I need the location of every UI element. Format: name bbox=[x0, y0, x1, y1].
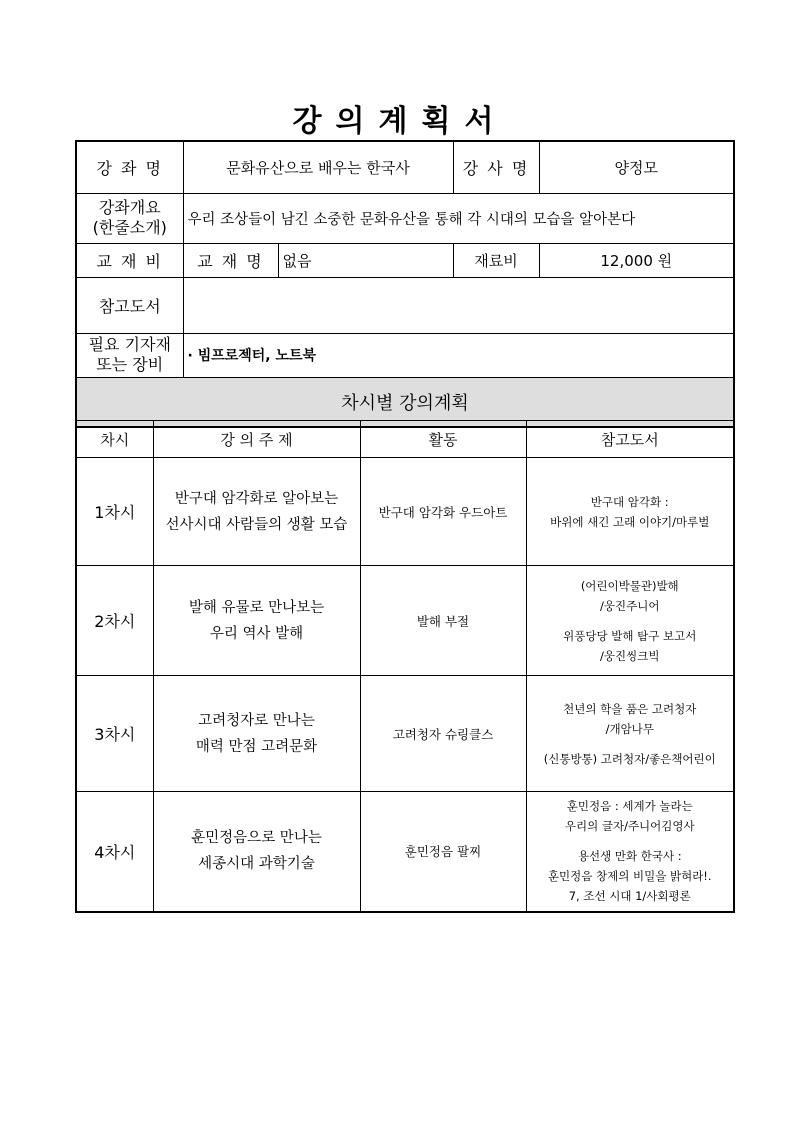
session-number: 3차시 bbox=[76, 676, 153, 792]
reference-line: /웅진씽크빅 bbox=[600, 648, 660, 663]
session-activity: 반구대 암각화 우드아트 bbox=[360, 458, 526, 566]
summary-value: 우리 조상들이 남긴 소중한 문화유산을 통해 각 시대의 모습을 알아본다 bbox=[183, 193, 734, 243]
reference-value bbox=[183, 277, 734, 333]
reference-line: 훈민정음 창제의 비밀을 밝혀라!. bbox=[547, 869, 712, 884]
reference-line: 바위에 새긴 고래 이야기/마루벌 bbox=[550, 514, 710, 529]
session-row-3 bbox=[76, 676, 734, 792]
session-row-2 bbox=[76, 566, 734, 676]
session-plan-table bbox=[75, 420, 735, 913]
reference-spacer bbox=[531, 739, 730, 749]
session-topic bbox=[153, 676, 360, 792]
equipment-row bbox=[76, 333, 734, 377]
reference-line: 용선생 만화 한국사 : bbox=[577, 849, 682, 864]
reference-line: 훈민정음 : 세계가 놀라는 bbox=[566, 799, 693, 814]
session-topic-line: 우리 역사 발해 bbox=[209, 625, 304, 642]
reference-spacer bbox=[531, 616, 730, 626]
equipment-label bbox=[76, 333, 183, 377]
header-session: 차시 bbox=[76, 421, 153, 458]
reference-row bbox=[76, 277, 734, 333]
session-number: 4차시 bbox=[76, 792, 153, 912]
material-row bbox=[76, 243, 734, 277]
session-topic bbox=[153, 458, 360, 566]
reference-line: (신통방통) 고려청자/좋은책어린이 bbox=[543, 751, 716, 766]
session-row-1 bbox=[76, 458, 734, 566]
course-name-row bbox=[76, 141, 734, 193]
fee-label: 재료비 bbox=[453, 243, 539, 277]
reference-line: 우리의 글자/주니어김영사 bbox=[564, 819, 695, 834]
summary-label-line-1: 강좌개요 bbox=[98, 198, 161, 217]
instructor-label: 강 사 명 bbox=[453, 141, 539, 193]
reference-spacer bbox=[531, 836, 730, 846]
course-name-value: 문화유산으로 배우는 한국사 bbox=[183, 141, 453, 193]
session-reference bbox=[526, 792, 734, 912]
textbook-value: 없음 bbox=[278, 243, 453, 277]
session-header-row bbox=[76, 421, 734, 458]
session-row-4 bbox=[76, 792, 734, 912]
summary-label-line-2: (한줄소개) bbox=[92, 218, 167, 237]
session-reference bbox=[526, 458, 734, 566]
session-activity: 훈민정음 팔찌 bbox=[360, 792, 526, 912]
reference-line: 7, 조선 시대 1/사회평론 bbox=[568, 889, 691, 904]
course-name-label: 강 좌 명 bbox=[76, 141, 183, 193]
session-topic-line: 세종시대 과학기술 bbox=[198, 856, 315, 873]
equipment-value: · 빔프로젝터, 노트북 bbox=[183, 333, 734, 377]
reference-line: 천년의 학을 품은 고려청자 bbox=[563, 701, 697, 716]
session-topic-line: 고려청자로 만나는 bbox=[198, 712, 315, 729]
reference-line: /개암나무 bbox=[605, 721, 654, 736]
session-topic bbox=[153, 566, 360, 676]
summary-row bbox=[76, 193, 734, 243]
course-info-table bbox=[75, 140, 735, 428]
session-topic-line: 훈민정음으로 만나는 bbox=[191, 830, 322, 847]
session-topic-line: 선사시대 사람들의 생활 모습 bbox=[165, 516, 348, 533]
session-reference bbox=[526, 566, 734, 676]
fee-value: 12,000 원 bbox=[539, 243, 734, 277]
session-topic-line: 매력 만점 고려문화 bbox=[195, 738, 318, 755]
plan-title: 차시별 강의계획 bbox=[76, 377, 734, 427]
session-activity: 발해 부절 bbox=[360, 566, 526, 676]
session-reference bbox=[526, 676, 734, 792]
session-number: 2차시 bbox=[76, 566, 153, 676]
header-activity: 활동 bbox=[360, 421, 526, 458]
reference-line: 반구대 암각화 : bbox=[590, 494, 669, 509]
textbook-label: 교 재 명 bbox=[183, 243, 278, 277]
document-title: 강의계획서 bbox=[292, 104, 508, 139]
session-topic-line: 반구대 암각화로 알아보는 bbox=[174, 490, 339, 507]
reference-line: /웅진주니어 bbox=[600, 598, 660, 613]
equipment-label-line-2: 또는 장비 bbox=[96, 355, 164, 374]
reference-label: 참고도서 bbox=[76, 277, 183, 333]
session-activity: 고려청자 슈링클스 bbox=[360, 676, 526, 792]
session-topic-line: 발해 유물로 만나보는 bbox=[188, 599, 325, 616]
reference-line: (어린이박물관)발해 bbox=[580, 578, 679, 593]
equipment-label-line-1: 필요 기자재 bbox=[88, 335, 171, 354]
summary-label bbox=[76, 193, 183, 243]
header-topic: 강 의 주 제 bbox=[153, 421, 360, 458]
reference-line: 위풍당당 발해 탐구 보고서 bbox=[563, 628, 697, 643]
material-cost-label: 교 재 비 bbox=[76, 243, 183, 277]
header-reference: 참고도서 bbox=[526, 421, 734, 458]
session-number: 1차시 bbox=[76, 458, 153, 566]
instructor-value: 양정모 bbox=[539, 141, 734, 193]
session-topic bbox=[153, 792, 360, 912]
